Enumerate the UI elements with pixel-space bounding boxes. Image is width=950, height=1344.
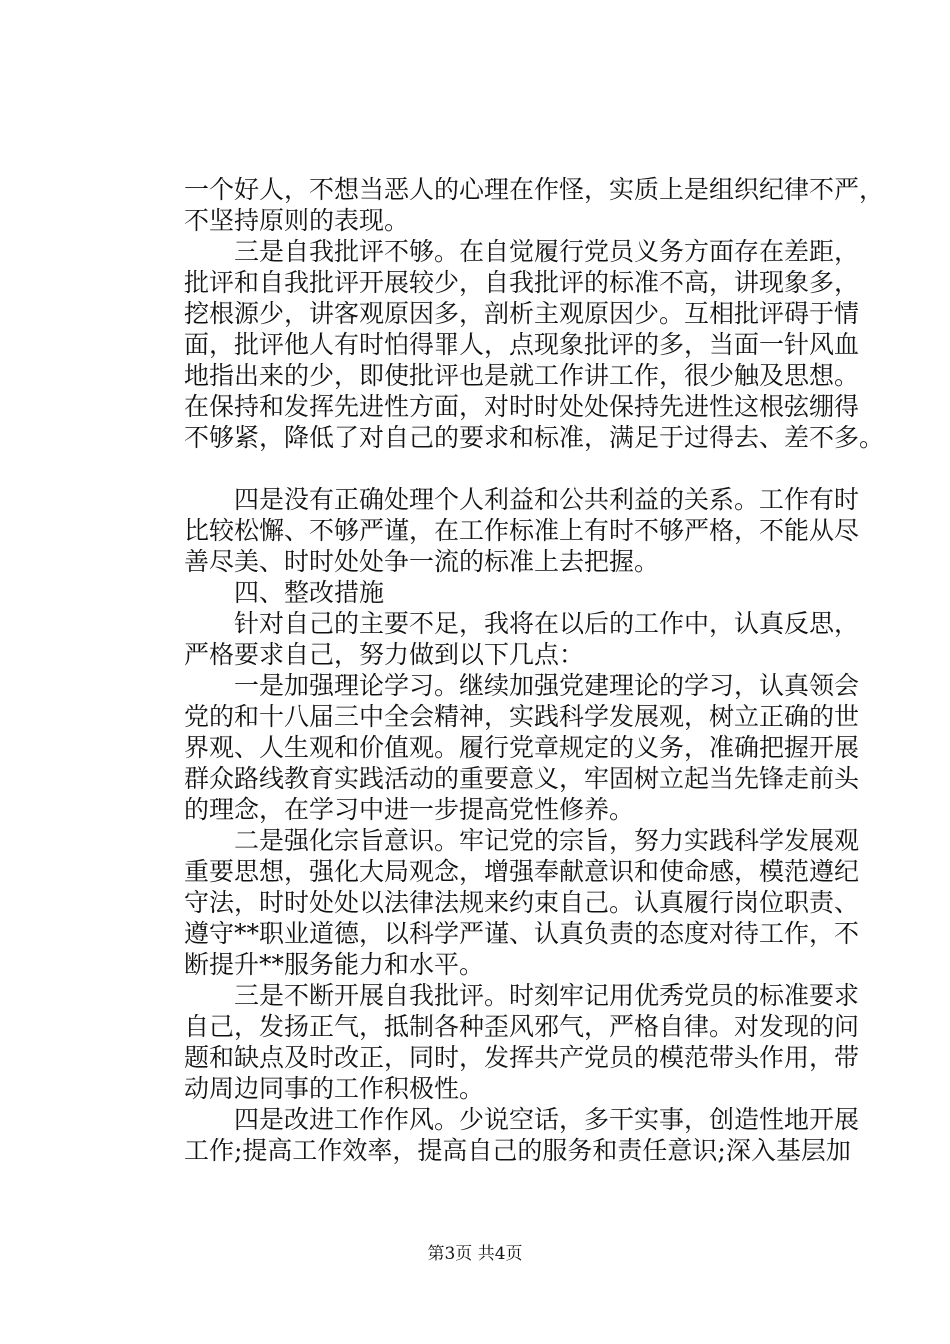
text-line: 二是强化宗旨意识。牢记党的宗旨，努力实践科学发展观 bbox=[184, 826, 860, 855]
text-line: 不够紧，降低了对自己的要求和标准，满足于过得去、差不多。 bbox=[184, 423, 885, 452]
text-line: 面，批评他人有时怕得罪人，点现象批评的多，当面一针风血 bbox=[184, 330, 860, 359]
text-line: 动周边同事的工作积极性。 bbox=[184, 1074, 485, 1103]
text-line: 比较松懈、不够严谨，在工作标准上有时不够严格，不能从尽 bbox=[184, 516, 860, 545]
text-line: 题和缺点及时改正，同时，发挥共产党员的模范带头作用，带 bbox=[184, 1043, 860, 1072]
page-number: 第3页 共4页 bbox=[427, 1244, 523, 1264]
text-line: 四是改进工作作风。少说空话，多干实事，创造性地开展 bbox=[184, 1105, 860, 1134]
text-line: 党的和十八届三中全会精神，实践科学发展观，树立正确的世 bbox=[184, 702, 860, 731]
text-line: 三是自我批评不够。在自觉履行党员义务方面存在差距， bbox=[184, 237, 860, 266]
text-line: 三是不断开展自我批评。时刻牢记用优秀党员的标准要求 bbox=[184, 981, 860, 1010]
text-line: 针对自己的主要不足，我将在以后的工作中，认真反思， bbox=[184, 609, 860, 638]
text-line: 工作;提高工作效率，提高自己的服务和责任意识;深入基层加 bbox=[184, 1136, 851, 1165]
text-line: 地指出来的少，即使批评也是就工作讲工作，很少触及思想。 bbox=[184, 361, 860, 390]
text-line: 自己，发扬正气，抵制各种歪风邪气，严格自律。对发现的问 bbox=[184, 1012, 860, 1041]
text-line: 群众路线教育实践活动的重要意义，牢固树立起当先锋走前头 bbox=[184, 764, 860, 793]
paragraph-gap bbox=[184, 453, 844, 484]
text-line: 一是加强理论学习。继续加强党建理论的学习，认真领会 bbox=[184, 671, 860, 700]
section-heading: 四、整改措施 bbox=[184, 578, 385, 607]
text-line: 挖根源少，讲客观原因多，剖析主观原因少。互相批评碍于情 bbox=[184, 299, 860, 328]
page-footer bbox=[0, 1243, 950, 1265]
text-line: 在保持和发挥先进性方面，对时时处处保持先进性这根弦绷得 bbox=[184, 392, 860, 421]
text-line: 四是没有正确处理个人利益和公共利益的关系。工作有时 bbox=[184, 485, 860, 514]
text-line: 一个好人，不想当恶人的心理在作怪，实质上是组织纪律不严， bbox=[184, 175, 885, 204]
text-line: 重要思想，强化大局观念，增强奉献意识和使命感，模范遵纪 bbox=[184, 857, 860, 886]
text-line: 界观、人生观和价值观。履行党章规定的义务，准确把握开展 bbox=[184, 733, 860, 762]
text-line: 断提升**服务能力和水平。 bbox=[184, 950, 485, 979]
text-line: 善尽美、时时处处争一流的标准上去把握。 bbox=[184, 547, 660, 576]
document-body bbox=[184, 174, 885, 1166]
text-line: 守法，时时处处以法律法规来约束自己。认真履行岗位职责、 bbox=[184, 888, 860, 917]
text-line: 不坚持原则的表现。 bbox=[184, 206, 410, 235]
text-line: 严格要求自己，努力做到以下几点： bbox=[184, 640, 585, 669]
text-line: 批评和自我批评开展较少，自我批评的标准不高，讲现象多， bbox=[184, 268, 860, 297]
text-line: 遵守**职业道德，以科学严谨、认真负责的态度对待工作，不 bbox=[184, 919, 860, 948]
text-line: 的理念，在学习中进一步提高党性修养。 bbox=[184, 795, 635, 824]
